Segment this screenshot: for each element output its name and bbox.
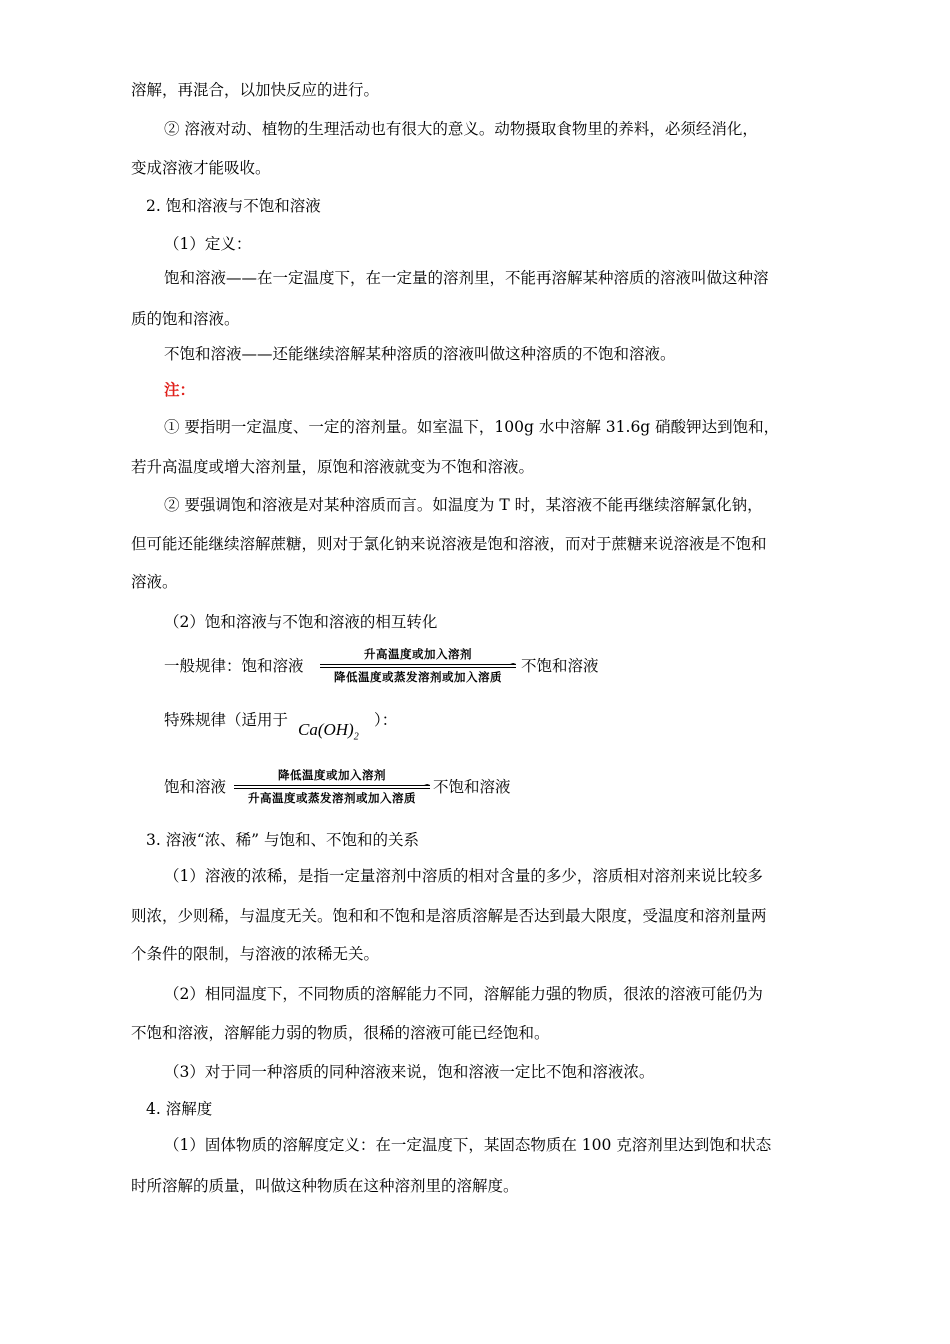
subheading: （2）饱和溶液与不饱和溶液的相互转化: [164, 613, 438, 631]
arrow-bottom-label: 升高温度或蒸发溶剂或加入溶质: [248, 791, 416, 805]
text-line: （1）固体物质的溶解度定义：在一定温度下，某固态物质在 100 克溶剂里达到饱和状态: [164, 1136, 772, 1154]
formula-subscript: 2: [353, 731, 359, 743]
text-line: 时所溶解的质量，叫做这种物质在这种溶剂里的溶解度。: [131, 1177, 519, 1195]
arrow-bottom-label: 降低温度或蒸发溶剂或加入溶质: [334, 670, 502, 684]
rule-prefix: 一般规律：饱和溶液: [164, 657, 304, 675]
text-line: 但可能还能继续溶解蔗糖，则对于氯化钠来说溶液是饱和溶液，而对于蔗糖来说溶液是不饱和: [131, 535, 767, 553]
rule-prefix: 特殊规律（适用于: [164, 711, 289, 729]
text-line: 个条件的限制，与溶液的浓稀无关。: [131, 945, 380, 963]
text-line: 不饱和溶液——还能继续溶解某种溶质的溶液叫做这种溶质的不饱和溶液。: [164, 345, 676, 363]
equilibrium-arrow: [234, 769, 430, 805]
text-line: 则浓，少则稀，与温度无关。饱和和不饱和是溶质溶解是否达到最大限度，受温度和溶剂量两: [131, 907, 767, 925]
rule-prefix: 饱和溶液: [164, 778, 227, 796]
rule-suffix: 不饱和溶液: [521, 657, 599, 675]
text-line: 若升高温度或增大溶剂量，原饱和溶液就变为不饱和溶液。: [131, 458, 535, 476]
arrow-top-label: 升高温度或加入溶剂: [364, 647, 472, 661]
section-heading: 2. 饱和溶液与不饱和溶液: [146, 197, 321, 215]
arrow-top-label: 降低温度或加入溶剂: [278, 768, 386, 782]
chemical-formula: [298, 720, 359, 747]
section-heading: 4. 溶解度: [146, 1100, 213, 1118]
text-line: ② 要强调饱和溶液是对某种溶质而言。如温度为 T 时，某溶液不能再继续溶解氯化钠，: [164, 496, 763, 514]
section-heading: 3. 溶液“浓、稀” 与饱和、不饱和的关系: [146, 831, 419, 849]
text-line: ② 溶液对动、植物的生理活动也有很大的意义。动物摄取食物里的养料，必须经消化，: [164, 120, 758, 138]
equilibrium-arrow: [320, 648, 516, 684]
double-arrow-icon: [234, 784, 430, 790]
text-line: （2）相同温度下，不同物质的溶解能力不同，溶解能力强的物质，很浓的溶液可能仍为: [164, 985, 763, 1003]
text-line: 变成溶液才能吸收。: [131, 159, 271, 177]
subheading: （1）定义：: [164, 235, 252, 253]
rule-suffix: 不饱和溶液: [433, 778, 511, 796]
text-line: 不饱和溶液，溶解能力弱的物质，很稀的溶液可能已经饱和。: [131, 1024, 550, 1042]
text-line: ① 要指明一定温度、一定的溶剂量。如室温下，100g 水中溶解 31.6g 硝酸钾达到饱和，: [164, 418, 780, 436]
rule-suffix: ）：: [374, 711, 398, 729]
text-line: 溶解，再混合，以加快反应的进行。: [131, 81, 380, 99]
note-label: 注：: [164, 380, 196, 399]
double-arrow-icon: [320, 663, 516, 669]
formula-text: Ca(OH): [298, 720, 354, 739]
text-line: 饱和溶液——在一定温度下，在一定量的溶剂里，不能再溶解某种溶质的溶液叫做这种溶: [164, 269, 769, 287]
text-line: 质的饱和溶液。: [131, 310, 240, 328]
text-line: （3）对于同一种溶质的同种溶液来说，饱和溶液一定比不饱和溶液浓。: [164, 1063, 655, 1081]
text-line: （1）溶液的浓稀，是指一定量溶剂中溶质的相对含量的多少，溶质相对溶剂来说比较多: [164, 867, 763, 885]
text-line: 溶液。: [131, 573, 178, 591]
